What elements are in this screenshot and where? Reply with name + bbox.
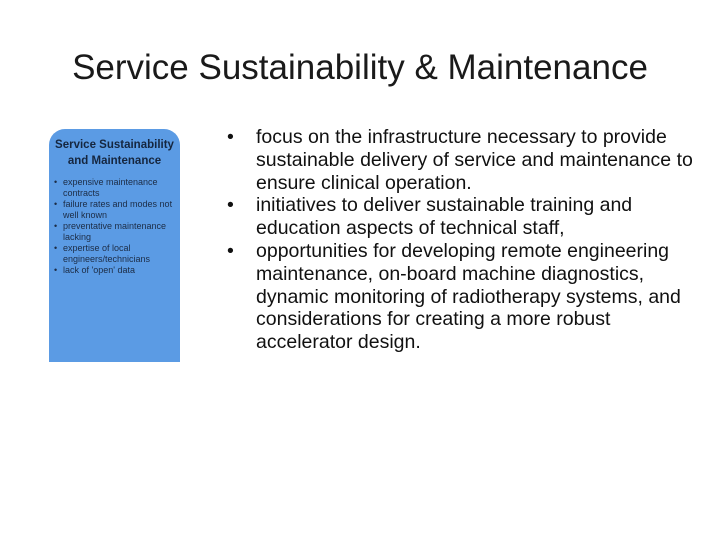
bullet-icon: • — [227, 194, 234, 217]
summary-card-item: • expensive maintenance contracts — [53, 177, 176, 199]
summary-card-item: • preventative maintenance lacking — [53, 221, 176, 243]
bullet-icon: • — [227, 239, 234, 262]
slide-title: Service Sustainability & Maintenance — [72, 48, 648, 87]
summary-card-item: • expertise of local engineers/technicians — [53, 243, 176, 265]
summary-card-item: • failure rates and modes not well known — [53, 199, 176, 221]
summary-card-item: • lack of 'open' data — [53, 265, 176, 276]
summary-card-list — [53, 177, 176, 276]
summary-card — [49, 129, 180, 362]
bullet-item — [224, 194, 694, 240]
summary-card-title: Service Sustainability and Maintenance — [55, 139, 174, 167]
bullet-item — [224, 240, 694, 354]
bullet-list — [224, 126, 694, 354]
bullet-text: focus on the infrastructure necessary to provide sustainable delivery of service and maintenance to ensure clinical operation. — [256, 126, 693, 194]
bullet-text: initiatives to deliver sustainable training and education aspects of technical staff, — [256, 194, 633, 240]
bullet-text: opportunities for developing remote engineering maintenance, on-board machine diagnostics, dynamic monitoring of radiotherapy systems, and considerations for creating a more robust accelerator design. — [256, 239, 681, 354]
bullet-icon: • — [227, 126, 234, 148]
bullet-item — [224, 126, 694, 194]
